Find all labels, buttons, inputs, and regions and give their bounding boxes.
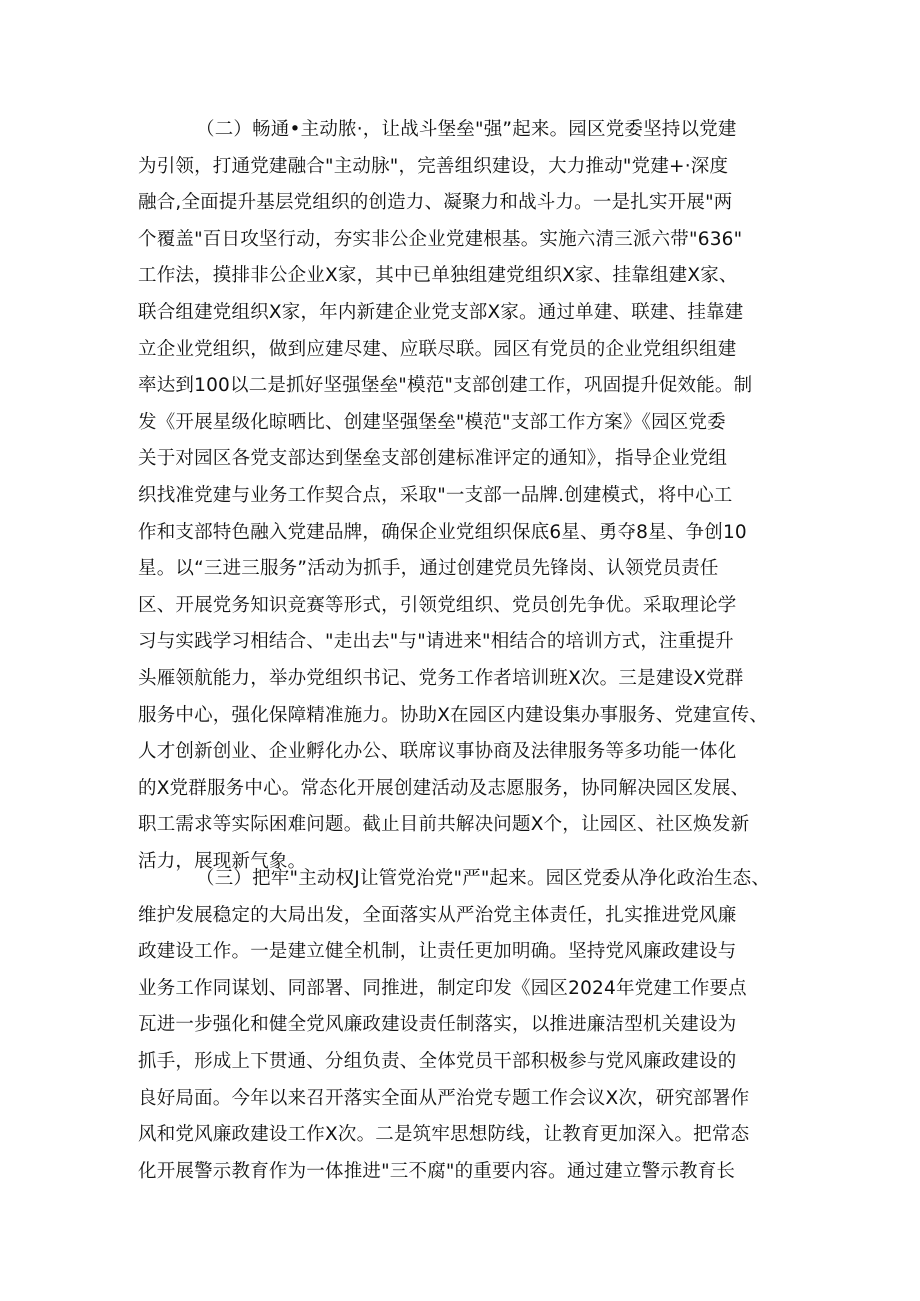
paragraph-section-2 — [138, 112, 778, 880]
paragraph-line: 瓦进一步强化和健全党风廉政建设责任制落实，以推进廉洁型机关建设为 — [138, 1014, 737, 1036]
paragraph-line: 抓手，形成上下贯通、分组负责、全体党员干部积极参与党风廉政建设的 — [138, 1050, 737, 1072]
paragraph-line: 风和党风廉政建设工作X次。二是筑牢思想防线，让教育更加深入。把常态 — [138, 1124, 750, 1146]
paragraph-line: 政建设工作。一是建立健全机制，让责任更加明确。坚持党风廉政建设与 — [138, 941, 737, 963]
paragraph-line: 关于对园区各党支部达到堡垒支部创建标准评定的通知》，指导企业党组 — [138, 448, 728, 470]
paragraph-line: 头雁领航能力，举办党组织书记、党务工作者培训班X次。三是建设X党群 — [138, 667, 744, 689]
paragraph-line: 维护发展稳定的大局出发，全面落实从严治党主体责任，扎实推进党风廉 — [138, 904, 737, 926]
paragraph-line: 习与实践学习相结合、"走出去"与"请进来"相结合的培训方式，注重提升 — [138, 631, 734, 653]
paragraph-line: 的X党群服务中心。常态化开展创建活动及志愿服务，协同解决园区发展、 — [138, 777, 750, 799]
paragraph-line: 立企业党组织，做到应建尽建、应联尽联。园区有党员的企业党组织组建 — [138, 338, 737, 360]
paragraph-line: 率达到100以二是抓好坚强堡垒"模范"支部创建工作，巩固提升促效能。制 — [138, 375, 753, 397]
paragraph-line: 区、开展党务知识竞赛等形式，引领党组织、党员创先争优。采取理论学 — [138, 594, 737, 616]
paragraph-line: 化开展警示教育作为一体推进"三不腐"的重要内容。通过建立警示教育长 — [138, 1160, 736, 1182]
paragraph-line: 服务中心，强化保障精准施力。协助X在园区内建设集办事服务、党建宣传、 — [138, 704, 768, 726]
paragraph-line: 人才创新创业、企业孵化办公、联席议事协商及法律服务等多功能一体化 — [138, 741, 737, 763]
paragraph-line: 织找准党建与业务工作契合点，采取"一支部一品牌.创建模式，将中心工 — [138, 484, 733, 506]
paragraph-line: 活力，展现新气象。 — [138, 850, 307, 872]
paragraph-line: 为引领，打通党建融合"主动脉"，完善组织建设，大力推动"党建+·深度 — [138, 155, 729, 177]
paragraph-line: 业务工作同谋划、同部署、同推进，制定印发《园区2024年党建工作要点 — [138, 977, 747, 999]
paragraph-line: 作和支部特色融入党建品牌，确保企业党组织保底6星、勇夺8星、争创10 — [138, 521, 747, 543]
paragraph-line: 发《开展星级化晾晒比、创建坚强堡垒"模范"支部工作方案》《园区党委 — [138, 411, 726, 433]
paragraph-section-3 — [138, 861, 778, 1190]
paragraph-line: 联合组建党组织X家，年内新建企业党支部X家。通过单建、联建、挂靠建 — [138, 301, 744, 323]
paragraph-line: 职工需求等实际困难问题。截止目前共解决问题X个，让园区、社区焕发新 — [138, 814, 750, 836]
paragraph-line: 星。以“三进三服务”活动为抓手，通过创建党员先锋岗、认领党员责任 — [138, 558, 719, 580]
paragraph-line: 良好局面。今年以来召开落实全面从严治党专题工作会议X次，研究部署作 — [138, 1087, 750, 1109]
paragraph-line: 融合,全面提升基层党组织的创造力、凝聚力和战斗力。一是扎实开展"两 — [138, 192, 733, 214]
paragraph-line: 工作法，摸排非公企业X家，其中已单独组建党组织X家、挂靠组建X家、 — [138, 265, 738, 287]
paragraph-line: 个覆盖"百日攻坚行动，夯实非公企业党建根基。实施六清三派六带"636" — [138, 228, 743, 250]
paragraph-line: （二）畅通•主动脓·，让战斗堡垒"强”起来。园区党委坚持以党建 — [196, 119, 737, 140]
paragraph-line: （三）把牢"主动权J让管党治党"严"起来。园区党委从净化政治生态、 — [196, 868, 771, 889]
